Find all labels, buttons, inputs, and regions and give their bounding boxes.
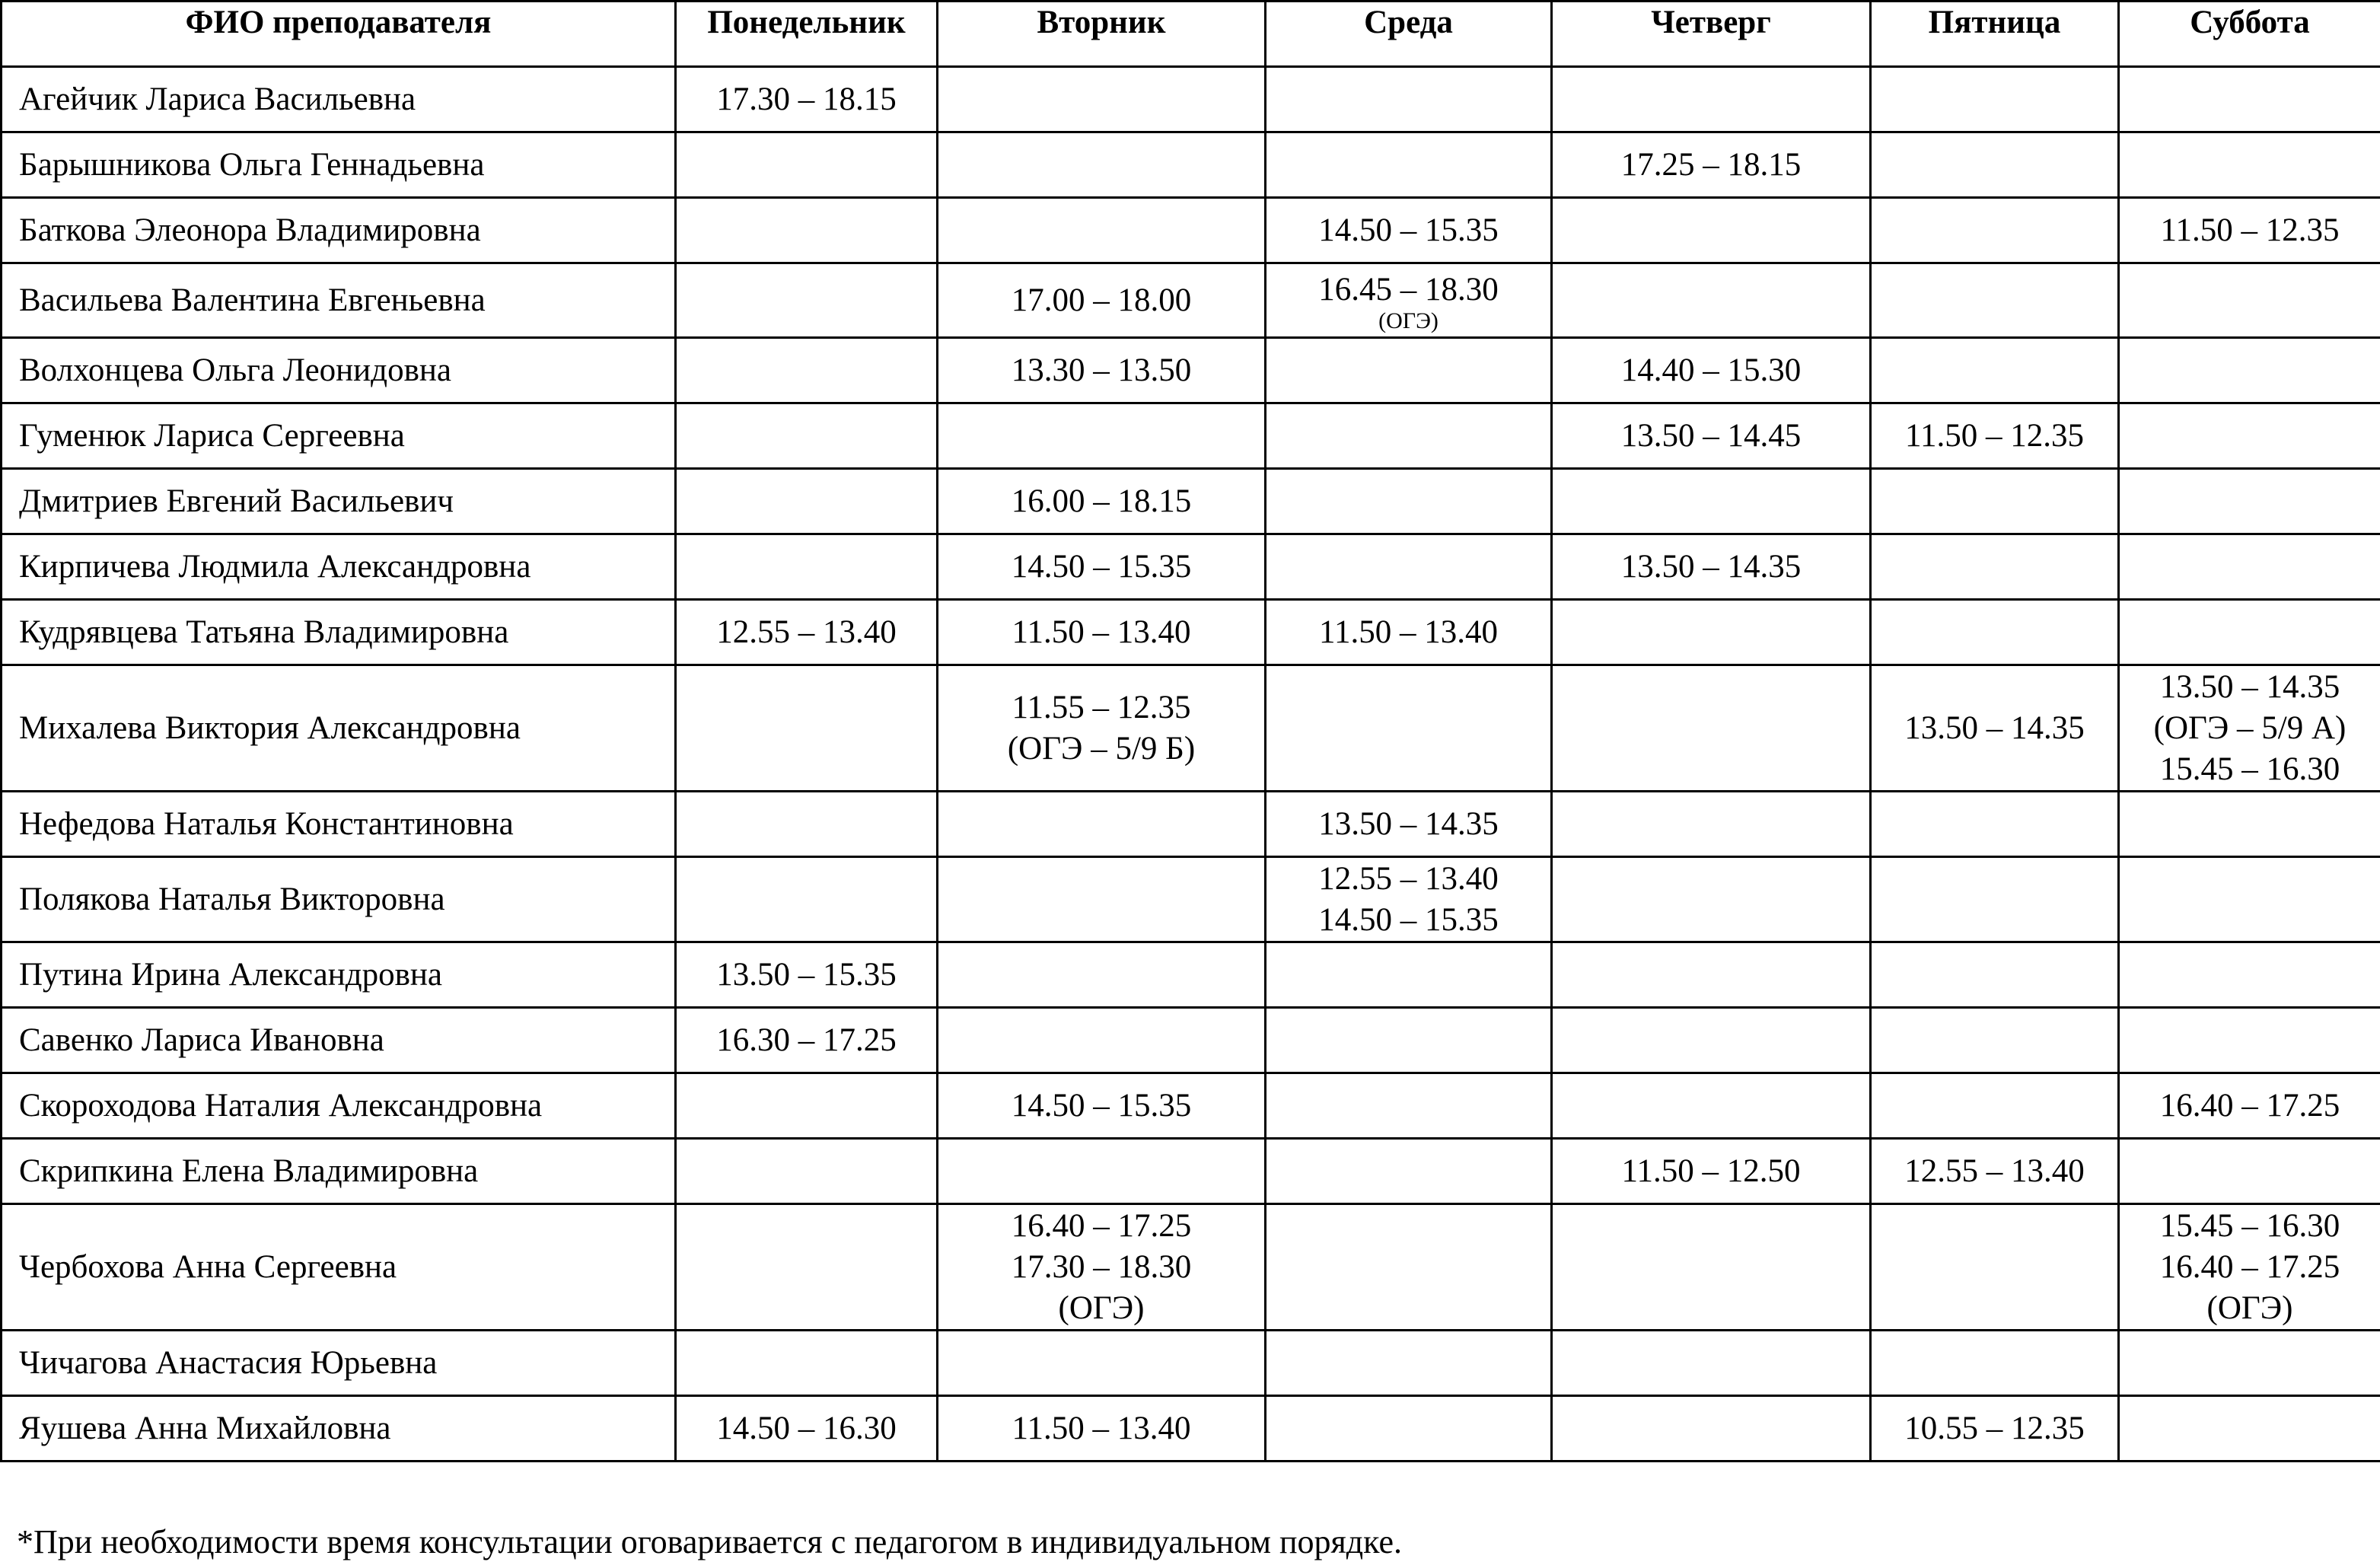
wednesday-cell <box>1266 132 1552 198</box>
saturday-cell <box>2119 857 2380 942</box>
friday-cell <box>1871 1073 2119 1139</box>
tuesday-cell: 14.50 – 15.35 <box>938 1073 1266 1139</box>
wednesday-cell <box>1266 1204 1552 1331</box>
tuesday-cell: 11.50 – 13.40 <box>938 600 1266 665</box>
thursday-cell <box>1552 1331 1871 1396</box>
wednesday-cell <box>1266 1073 1552 1139</box>
table-row <box>2 338 2380 403</box>
thursday-cell <box>1552 857 1871 942</box>
teacher-name-cell: Васильева Валентина Евгеньевна <box>2 263 676 338</box>
wednesday-cell: 11.50 – 13.40 <box>1266 600 1552 665</box>
thursday-cell <box>1552 263 1871 338</box>
teacher-name-cell: Чичагова Анастасия Юрьевна <box>2 1331 676 1396</box>
time-line: 16.40 – 17.25 <box>1011 1207 1192 1244</box>
thursday-cell <box>1552 600 1871 665</box>
monday-cell <box>676 403 938 469</box>
wednesday-cell: 13.50 – 14.35 <box>1266 792 1552 857</box>
saturday-cell <box>2119 1204 2380 1331</box>
wednesday-cell <box>1266 469 1552 534</box>
table-row <box>2 67 2380 132</box>
exam-note: (ОГЭ – 5/9 Б) <box>1007 730 1196 767</box>
tuesday-cell <box>938 1331 1266 1396</box>
tuesday-cell: 16.00 – 18.15 <box>938 469 1266 534</box>
teacher-name-cell: Кирпичева Людмила Александровна <box>2 534 676 600</box>
teacher-name-cell: Агейчик Лариса Васильевна <box>2 67 676 132</box>
time-line: 13.50 – 14.35 <box>2159 668 2340 705</box>
time-line: 14.50 – 15.35 <box>1318 901 1499 938</box>
monday-cell <box>676 469 938 534</box>
table-row <box>2 1139 2380 1204</box>
saturday-cell <box>2119 1396 2380 1462</box>
wednesday-cell <box>1266 338 1552 403</box>
monday-cell <box>676 665 938 792</box>
thursday-cell <box>1552 665 1871 792</box>
saturday-cell <box>2119 67 2380 132</box>
monday-cell <box>676 263 938 338</box>
monday-cell <box>676 1139 938 1204</box>
friday-cell <box>1871 67 2119 132</box>
table-row <box>2 198 2380 263</box>
teacher-name-cell: Яушева Анна Михайловна <box>2 1396 676 1462</box>
tuesday-cell: 14.50 – 15.35 <box>938 534 1266 600</box>
tuesday-cell <box>938 1139 1266 1204</box>
time-line: 15.45 – 16.30 <box>2159 751 2340 787</box>
table-row <box>2 1396 2380 1462</box>
table-row <box>2 600 2380 665</box>
friday-cell <box>1871 263 2119 338</box>
saturday-cell <box>2119 403 2380 469</box>
wednesday-cell <box>1266 857 1552 942</box>
thursday-cell <box>1552 67 1871 132</box>
thursday-cell: 11.50 – 12.50 <box>1552 1139 1871 1204</box>
friday-cell <box>1871 1331 2119 1396</box>
monday-cell <box>676 857 938 942</box>
table-row <box>2 534 2380 600</box>
saturday-cell <box>2119 1331 2380 1396</box>
saturday-cell <box>2119 600 2380 665</box>
footnote: *При необходимости время консультации оговаривается с педагогом в индивидуальном порядке. <box>17 1523 1402 1560</box>
table-row <box>2 403 2380 469</box>
friday-cell <box>1871 857 2119 942</box>
monday-cell <box>676 1073 938 1139</box>
thursday-cell <box>1552 198 1871 263</box>
tuesday-cell: 13.30 – 13.50 <box>938 338 1266 403</box>
teacher-name-cell: Гуменюк Лариса Сергеевна <box>2 403 676 469</box>
tuesday-cell: 11.50 – 13.40 <box>938 1396 1266 1462</box>
exam-note: (ОГЭ) <box>1058 1289 1145 1326</box>
wednesday-cell <box>1266 1396 1552 1462</box>
thursday-cell <box>1552 942 1871 1008</box>
thursday-cell <box>1552 1073 1871 1139</box>
wednesday-cell <box>1266 1008 1552 1073</box>
teacher-name-cell: Скрипкина Елена Владимировна <box>2 1139 676 1204</box>
monday-cell <box>676 792 938 857</box>
table-row <box>2 942 2380 1008</box>
wednesday-cell <box>1266 534 1552 600</box>
saturday-cell <box>2119 534 2380 600</box>
tuesday-cell <box>938 132 1266 198</box>
friday-cell <box>1871 198 2119 263</box>
time-line: 12.55 – 13.40 <box>1318 860 1499 897</box>
teacher-name-cell: Волхонцева Ольга Леонидовна <box>2 338 676 403</box>
friday-cell: 12.55 – 13.40 <box>1871 1139 2119 1204</box>
friday-cell: 11.50 – 12.35 <box>1871 403 2119 469</box>
friday-cell: 10.55 – 12.35 <box>1871 1396 2119 1462</box>
table-row <box>2 1073 2380 1139</box>
thursday-cell <box>1552 1396 1871 1462</box>
tuesday-cell: 17.00 – 18.00 <box>938 263 1266 338</box>
exam-note: (ОГЭ) <box>2206 1289 2293 1326</box>
header-wednesday: Среда <box>1266 2 1552 67</box>
thursday-cell: 17.25 – 18.15 <box>1552 132 1871 198</box>
teacher-name-cell: Михалева Виктория Александровна <box>2 665 676 792</box>
wednesday-cell <box>1266 263 1552 338</box>
tuesday-cell <box>938 792 1266 857</box>
tuesday-cell <box>938 665 1266 792</box>
saturday-cell <box>2119 665 2380 792</box>
table-row <box>2 1204 2380 1331</box>
monday-cell <box>676 132 938 198</box>
monday-cell <box>676 338 938 403</box>
monday-cell: 14.50 – 16.30 <box>676 1396 938 1462</box>
monday-cell: 17.30 – 18.15 <box>676 67 938 132</box>
header-thursday: Четверг <box>1552 2 1871 67</box>
friday-cell <box>1871 942 2119 1008</box>
wednesday-cell <box>1266 403 1552 469</box>
saturday-cell <box>2119 1139 2380 1204</box>
saturday-cell <box>2119 469 2380 534</box>
saturday-cell <box>2119 1008 2380 1073</box>
table-row <box>2 665 2380 792</box>
friday-cell <box>1871 600 2119 665</box>
saturday-cell <box>2119 338 2380 403</box>
thursday-cell <box>1552 1204 1871 1331</box>
header-teacher-name: ФИО преподавателя <box>2 2 676 67</box>
teacher-name-cell: Кудрявцева Татьяна Владимировна <box>2 600 676 665</box>
tuesday-cell <box>938 67 1266 132</box>
friday-cell <box>1871 534 2119 600</box>
teacher-name-cell: Полякова Наталья Викторовна <box>2 857 676 942</box>
tuesday-cell <box>938 942 1266 1008</box>
thursday-cell: 13.50 – 14.35 <box>1552 534 1871 600</box>
tuesday-cell <box>938 857 1266 942</box>
time-line: 16.45 – 18.30 <box>1318 271 1499 308</box>
table-row <box>2 263 2380 338</box>
saturday-cell <box>2119 792 2380 857</box>
wednesday-cell <box>1266 665 1552 792</box>
time-line: 15.45 – 16.30 <box>2159 1207 2340 1244</box>
teacher-name-cell: Нефедова Наталья Константиновна <box>2 792 676 857</box>
teacher-name-cell: Путина Ирина Александровна <box>2 942 676 1008</box>
monday-cell: 13.50 – 15.35 <box>676 942 938 1008</box>
wednesday-cell <box>1266 1139 1552 1204</box>
wednesday-cell <box>1266 1331 1552 1396</box>
header-row <box>2 2 2380 67</box>
table-row <box>2 857 2380 942</box>
wednesday-cell <box>1266 67 1552 132</box>
header-friday: Пятница <box>1871 2 2119 67</box>
time-line: 17.30 – 18.30 <box>1011 1248 1192 1285</box>
thursday-cell: 13.50 – 14.45 <box>1552 403 1871 469</box>
monday-cell: 16.30 – 17.25 <box>676 1008 938 1073</box>
table-row <box>2 1008 2380 1073</box>
tuesday-cell <box>938 1204 1266 1331</box>
tuesday-cell <box>938 1008 1266 1073</box>
tuesday-cell <box>938 198 1266 263</box>
thursday-cell: 14.40 – 15.30 <box>1552 338 1871 403</box>
friday-cell: 13.50 – 14.35 <box>1871 665 2119 792</box>
teacher-name-cell: Чербохова Анна Сергеевна <box>2 1204 676 1331</box>
thursday-cell <box>1552 1008 1871 1073</box>
thursday-cell <box>1552 469 1871 534</box>
saturday-cell: 11.50 – 12.35 <box>2119 198 2380 263</box>
tuesday-cell <box>938 403 1266 469</box>
friday-cell <box>1871 338 2119 403</box>
teacher-name-cell: Барышникова Ольга Геннадьевна <box>2 132 676 198</box>
friday-cell <box>1871 132 2119 198</box>
exam-note: (ОГЭ – 5/9 А) <box>2153 709 2347 746</box>
exam-note: (ОГЭ) <box>1378 308 1439 333</box>
teacher-name-cell: Савенко Лариса Ивановна <box>2 1008 676 1073</box>
header-monday: Понедельник <box>676 2 938 67</box>
monday-cell <box>676 534 938 600</box>
table-row <box>2 1331 2380 1396</box>
monday-cell <box>676 1204 938 1331</box>
teacher-name-cell: Скороходова Наталия Александровна <box>2 1073 676 1139</box>
monday-cell: 12.55 – 13.40 <box>676 600 938 665</box>
table-row <box>2 469 2380 534</box>
wednesday-cell <box>1266 942 1552 1008</box>
saturday-cell <box>2119 263 2380 338</box>
friday-cell <box>1871 469 2119 534</box>
friday-cell <box>1871 1008 2119 1073</box>
friday-cell <box>1871 792 2119 857</box>
time-line: 11.55 – 12.35 <box>1012 689 1191 725</box>
saturday-cell <box>2119 132 2380 198</box>
saturday-cell <box>2119 942 2380 1008</box>
table-row <box>2 132 2380 198</box>
monday-cell <box>676 198 938 263</box>
header-tuesday: Вторник <box>938 2 1266 67</box>
thursday-cell <box>1552 792 1871 857</box>
saturday-cell: 16.40 – 17.25 <box>2119 1073 2380 1139</box>
teacher-name-cell: Дмитриев Евгений Васильевич <box>2 469 676 534</box>
time-line: 16.40 – 17.25 <box>2159 1248 2340 1285</box>
monday-cell <box>676 1331 938 1396</box>
wednesday-cell: 14.50 – 15.35 <box>1266 198 1552 263</box>
table-row <box>2 792 2380 857</box>
friday-cell <box>1871 1204 2119 1331</box>
teacher-name-cell: Баткова Элеонора Владимировна <box>2 198 676 263</box>
header-saturday: Суббота <box>2119 2 2380 67</box>
